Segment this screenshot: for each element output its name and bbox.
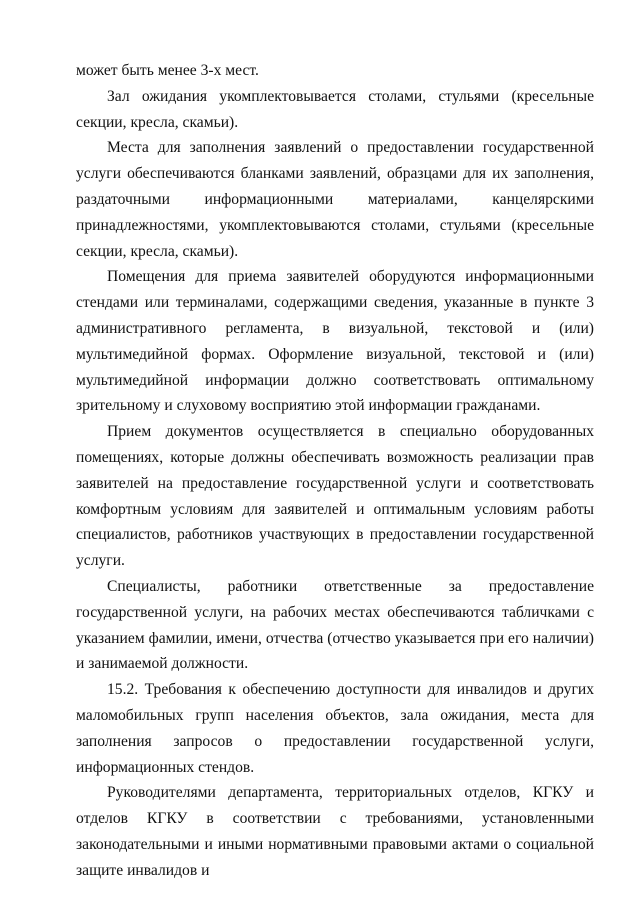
- document-page: [76, 58, 594, 884]
- paragraph-specialists: Специалисты, работники ответственные за предоставление государственной услуги, на рабочих местах обеспечиваются табличками с указанием фамилии, имени, отчества (отчество указывается при его наличии) и занимаемой должности.: [76, 577, 594, 673]
- paragraph-waiting-hall: Зал ожидания укомплектовывается столами, стульями (кресельные секции, кресла, скамьи).: [76, 87, 594, 131]
- paragraph-managers: Руководителями департамента, территориальных отделов, КГКУ и отделов КГКУ в соответствии с требованиями, установленными законодательными и иными нормативными правовыми актами о социальной защите инвалидов и: [76, 784, 594, 879]
- paragraph-section-15-2: 15.2. Требования к обеспечению доступности для инвалидов и других маломобильных групп населения объектов, зала ожидания, места для заполнения запросов о предоставлении государственной услуги, информационных стендов.: [76, 681, 594, 776]
- paragraph-document-reception: Прием документов осуществляется в специально оборудованных помещениях, которые должны обеспечивать возможность реализации прав заявителей на предоставление государственной услуги и соответствовать комфортным условиям для заявителей и оптимальным условиям работы специалистов, работников участвующих в предоставлении государственной услуги.: [76, 423, 594, 570]
- paragraph-reception-rooms: Помещения для приема заявителей оборудуются информационными стендами или терминалами, содержащими сведения, указанные в пункте 3 административного регламента, в визуальной, текстовой и (или) мультимедийной формах. Оформление визуальной, текстовой и (или) мультимедийной информации должно соответствовать оптимальному зрительному и слуховому восприятию этой информации гражданами.: [76, 268, 594, 415]
- paragraph-continuation: может быть менее 3-х мест.: [76, 62, 259, 79]
- paragraph-application-places: Места для заполнения заявлений о предоставлении государственной услуги обеспечиваются бланками заявлений, образцами для их заполнения, раздаточными информационными материалами, канцелярскими принадлежностями, укомплектовываются столами, стульями (кресельные секции, кресла, скамьи).: [76, 139, 594, 260]
